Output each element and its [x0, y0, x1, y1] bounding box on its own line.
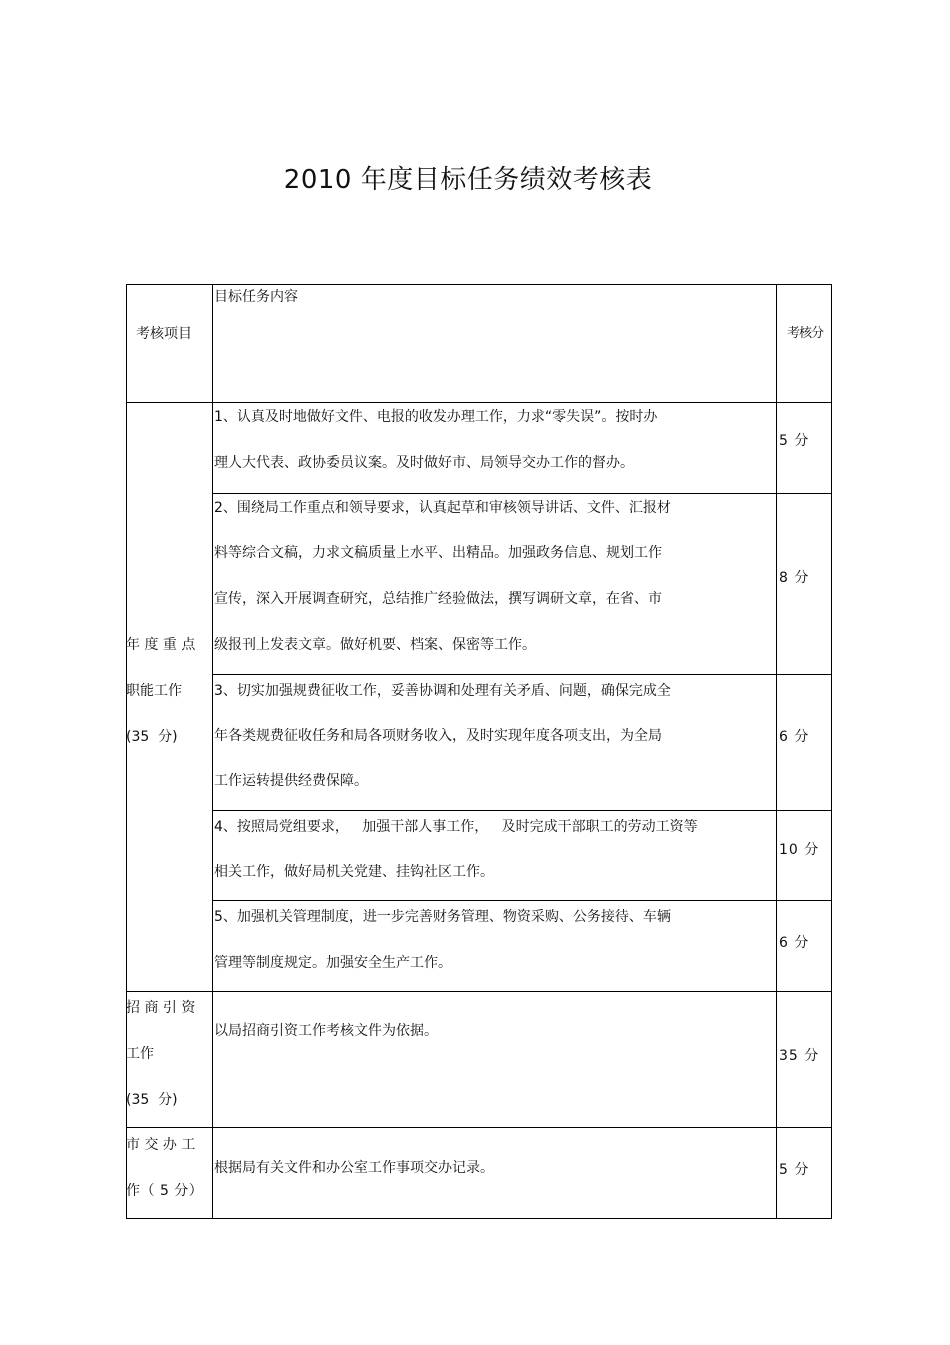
table-border-bottom: [126, 1218, 832, 1219]
row1-line1: 1、认真及时地做好文件、电报的收发办理工作，力求“零失误”。按时办: [214, 409, 658, 425]
group3-item-label-1: 市 交 办 工: [126, 1137, 196, 1153]
group3-item-label-2: 作（ 5 分）: [126, 1183, 204, 1199]
group2-item-label-3: (35 分): [126, 1092, 178, 1108]
row5-score: 6 分: [779, 935, 810, 951]
page-title: 2010 年度目标任务绩效考核表: [283, 165, 653, 195]
group1-item-label-2: 职能工作: [126, 683, 182, 699]
header-content: 目标任务内容: [214, 289, 298, 305]
group2-content: 以局招商引资工作考核文件为依据。: [214, 1023, 438, 1039]
column-divider-score: [776, 284, 777, 1219]
header-score: 考核分: [787, 326, 824, 341]
header-item: 考核项目: [136, 326, 192, 342]
row3-line1: 3、切实加强规费征收工作，妥善协调和处理有关矛盾、问题，确保完成全: [214, 683, 671, 699]
row2-line1: 2、围绕局工作重点和领导要求，认真起草和审核领导讲话、文件、汇报材: [214, 500, 671, 516]
row5-line2: 管理等制度规定。加强安全生产工作。: [214, 955, 452, 971]
row2-score: 8 分: [779, 570, 810, 586]
row-divider-group1: [126, 991, 832, 992]
row2-line3: 宣传，深入开展调查研究，总结推广经验做法，撰写调研文章，在省、市: [214, 591, 662, 607]
row3-line3: 工作运转提供经费保障。: [214, 773, 368, 789]
group3-score: 5 分: [779, 1162, 810, 1178]
group2-item-label-2: 工作: [126, 1046, 154, 1062]
row3-score: 6 分: [779, 729, 810, 745]
group2-score: 35 分: [779, 1048, 820, 1064]
group1-item-label-3: (35 分): [126, 729, 178, 745]
row2-line2: 料等综合文稿，力求文稿质量上水平、出精品。加强政务信息、规划工作: [214, 545, 662, 561]
table-border-right: [831, 284, 832, 1219]
row1-line2: 理人大代表、政协委员议案。及时做好市、局领导交办工作的督办。: [214, 455, 634, 471]
row3-line2: 年各类规费征收任务和局各项财务收入，及时实现年度各项支出，为全局: [214, 728, 662, 744]
row4-score: 10 分: [779, 842, 820, 858]
row-divider-group2: [126, 1127, 832, 1128]
table-border-top: [126, 284, 832, 285]
group3-content: 根据局有关文件和办公室工作事项交办记录。: [214, 1160, 494, 1176]
row5-line1: 5、加强机关管理制度，进一步完善财务管理、物资采购、公务接待、车辆: [214, 909, 671, 925]
row2-line4: 级报刊上发表文章。做好机要、档案、保密等工作。: [214, 637, 536, 653]
row4-line1: 4、按照局党组要求， 加强干部人事工作， 及时完成干部职工的劳动工资等: [214, 819, 698, 835]
group2-item-label-1: 招 商 引 资: [126, 1000, 196, 1016]
row1-score: 5 分: [779, 433, 810, 449]
group1-item-label-1: 年 度 重 点: [126, 637, 196, 653]
row4-line2: 相关工作，做好局机关党建、挂钩社区工作。: [214, 864, 494, 880]
column-divider-item: [212, 284, 213, 1219]
